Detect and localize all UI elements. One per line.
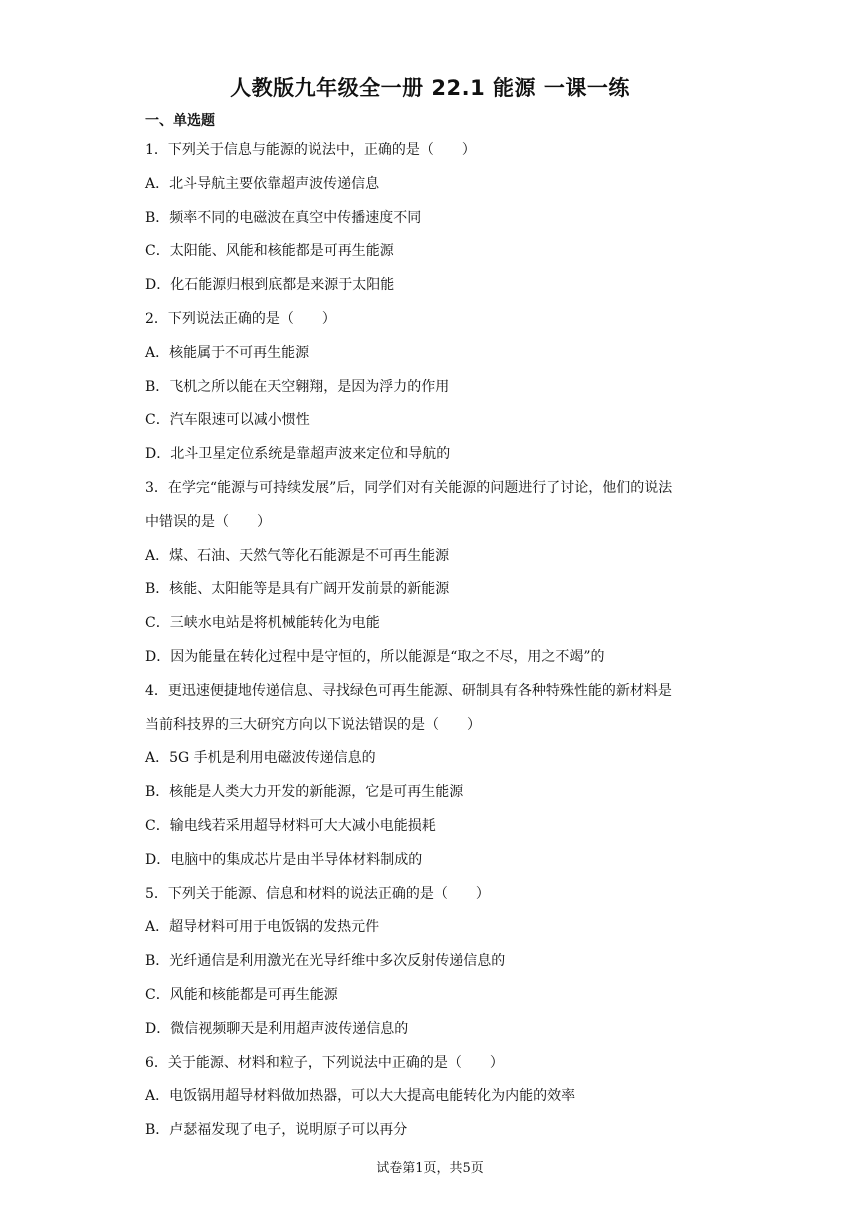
question-2: [145, 303, 725, 472]
page-footer: 试卷第1页，共5页: [376, 1161, 484, 1176]
option-c: C．风能和核能都是可再生能源: [145, 986, 338, 1003]
option-a: A．超导材料可用于电饭锅的发热元件: [145, 919, 380, 936]
section-heading: 一、单选题: [145, 113, 215, 129]
question-stem: 5．下列关于能源、信息和材料的说法正确的是（ ）: [145, 885, 490, 902]
option-d: D．化石能源归根到底都是来源于太阳能: [145, 277, 395, 294]
question-stem: 3．在学完“能源与可持续发展”后，同学们对有关能源的问题进行了讨论，他们的说法: [145, 479, 673, 496]
option-b: B．光纤通信是利用激光在光导纤维中多次反射传递信息的: [145, 953, 506, 970]
option-c: C．三峡水电站是将机械能转化为电能: [145, 615, 380, 632]
option-c: C．输电线若采用超导材料可大大减小电能损耗: [145, 817, 436, 834]
question-stem: 1．下列关于信息与能源的说法中，正确的是（ ）: [145, 142, 476, 158]
option-b: B．频率不同的电磁波在真空中传播速度不同: [145, 209, 422, 226]
question-list: [145, 108, 725, 1148]
option-b: B．卢瑟福发现了电子，说明原子可以再分: [145, 1122, 408, 1139]
option-c: C．汽车限速可以减小惯性: [145, 412, 310, 429]
question-5: [145, 878, 725, 1047]
option-c: C．太阳能、风能和核能都是可再生能源: [145, 243, 394, 260]
option-a: A．核能属于不可再生能源: [145, 344, 310, 361]
option-b: B．核能是人类大力开发的新能源，它是可再生能源: [145, 784, 464, 801]
question-stem-continued: 中错误的是（ ）: [145, 513, 271, 530]
question-stem: 6．关于能源、材料和粒子，下列说法中正确的是（ ）: [145, 1054, 504, 1071]
question-4: [145, 675, 725, 878]
option-d: D．微信视频聊天是利用超声波传递信息的: [145, 1020, 409, 1037]
option-d: D．电脑中的集成芯片是由半导体材料制成的: [145, 851, 423, 868]
option-d: D．北斗卫星定位系统是靠超声波来定位和导航的: [145, 446, 451, 463]
question-stem: 2．下列说法正确的是（ ）: [145, 310, 336, 327]
question-stem-continued: 当前科技界的三大研究方向以下说法错误的是（ ）: [145, 716, 481, 733]
question-3: [145, 472, 725, 675]
question-stem: 4．更迅速便捷地传递信息、寻找绿色可再生能源、研制具有各种特殊性能的新材料是: [145, 682, 672, 699]
question-6: [145, 1047, 725, 1148]
page-title: 人教版九年级全一册 22.1 能源 一课一练: [230, 76, 630, 100]
option-b: B．飞机之所以能在天空翱翔，是因为浮力的作用: [145, 378, 450, 395]
option-a: A．5G 手机是利用电磁波传递信息的: [145, 750, 376, 767]
option-a: A．北斗导航主要依靠超声波传递信息: [145, 175, 380, 192]
question-1: [145, 134, 725, 303]
option-b: B．核能、太阳能等是具有广阔开发前景的新能源: [145, 581, 450, 598]
option-a: A．电饭锅用超导材料做加热器，可以大大提高电能转化为内能的效率: [145, 1088, 576, 1105]
option-d: D．因为能量在转化过程中是守恒的，所以能源是“取之不尽，用之不竭”的: [145, 648, 605, 665]
option-a: A．煤、石油、天然气等化石能源是不可再生能源: [145, 547, 450, 564]
